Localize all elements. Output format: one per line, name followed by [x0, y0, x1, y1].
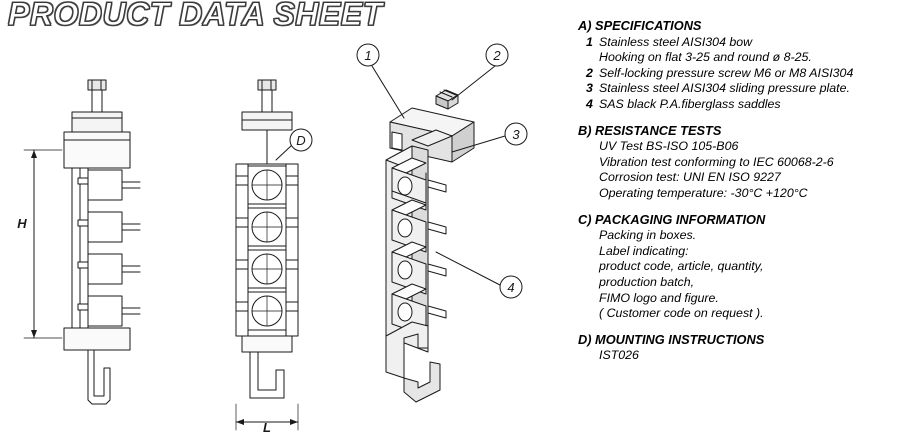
- spec-item-3-text: Stainless steel AISI304 sliding pressure plate.: [599, 81, 850, 96]
- dimension-height: [24, 150, 62, 338]
- view-isometric: [386, 90, 474, 402]
- packaging-line-3: product code, article, quantity,: [599, 259, 764, 274]
- packaging-line-6: ( Customer code on request ).: [599, 306, 764, 321]
- dimension-label-l: L: [263, 420, 271, 435]
- callout-1: [357, 44, 379, 66]
- view-front-elevation: [24, 80, 140, 404]
- spec-item-4-text: SAS black P.A.fiberglass saddles: [599, 96, 781, 111]
- callout-2: [486, 44, 508, 66]
- svg-text:2: 2: [493, 48, 501, 63]
- svg-text:D: D: [296, 133, 306, 148]
- section-heading-packaging-information: C) PACKAGING INFORMATION: [578, 211, 766, 227]
- spec-item-1-subtext: Hooking on flat 3-25 and round ø 8-25.: [599, 50, 812, 65]
- svg-text:1: 1: [364, 48, 372, 63]
- spec-item-2: [586, 66, 914, 82]
- packaging-line-5: FIMO logo and figure.: [599, 290, 719, 305]
- resistance-line-2: Vibration test conforming to IEC 60068-2-6: [599, 154, 834, 169]
- spec-item-4: [586, 97, 914, 113]
- mounting-instruction-code: IST026: [599, 348, 639, 363]
- section-heading-specifications: A) SPECIFICATIONS: [578, 18, 702, 33]
- spec-item-1-text: Stainless steel AISI304 bow: [599, 34, 753, 49]
- view-plan: [236, 80, 298, 430]
- spec-item-3-number: 3: [586, 81, 593, 96]
- packaging-line-2: Label indicating:: [599, 243, 689, 258]
- spec-item-4-number: 4: [586, 96, 593, 111]
- packaging-line-4: production batch,: [599, 274, 695, 289]
- spec-item-2-number: 2: [586, 65, 593, 80]
- callout-d: [290, 129, 312, 151]
- specification-text-column: [578, 18, 914, 364]
- spec-item-1-number: 1: [586, 34, 593, 49]
- dimension-label-h: H: [17, 216, 27, 231]
- spec-item-3: [586, 81, 914, 97]
- callout-3: [505, 123, 527, 145]
- spec-item-2-text: Self-locking pressure screw M6 or M8 AISI304: [599, 65, 854, 80]
- spec-item-1: [578, 35, 914, 66]
- packaging-line-1: Packing in boxes.: [599, 228, 697, 243]
- section-heading-resistance-tests: B) RESISTANCE TESTS: [578, 122, 722, 138]
- resistance-line-4: Operating temperature: -30°C +120°C: [599, 185, 808, 200]
- resistance-line-1: UV Test BS-ISO 105-B06: [599, 139, 739, 154]
- callout-4: [500, 276, 522, 298]
- page-title: PRODUCT DATA SHEET: [8, 0, 383, 32]
- svg-text:4: 4: [507, 280, 515, 295]
- svg-text:3: 3: [512, 127, 520, 142]
- section-heading-mounting-instructions: D) MOUNTING INSTRUCTIONS: [578, 331, 765, 347]
- resistance-line-3: Corrosion test: UNI EN ISO 9227: [599, 170, 781, 185]
